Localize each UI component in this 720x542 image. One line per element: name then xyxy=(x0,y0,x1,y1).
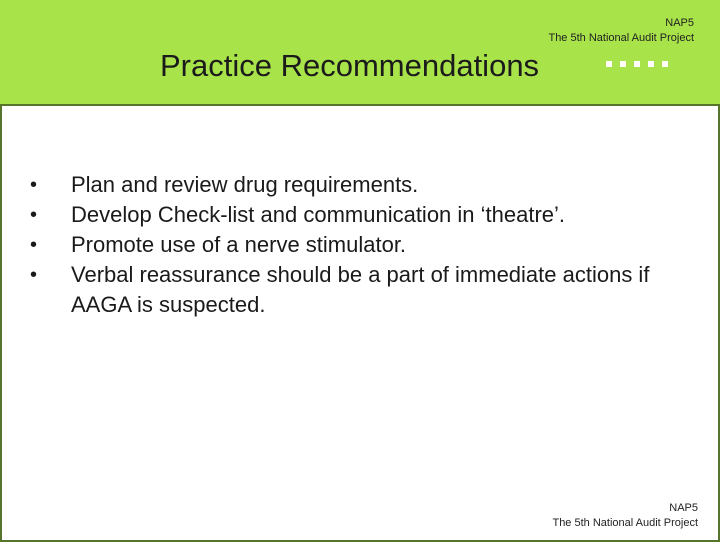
square-icon xyxy=(620,61,626,67)
bullet-icon: • xyxy=(30,174,38,196)
slide-title: Practice Recommendations xyxy=(160,48,540,83)
bullet-text: Plan and review drug requirements. xyxy=(71,172,419,197)
square-icon xyxy=(648,61,654,67)
bullet-icon: • xyxy=(30,204,38,226)
bullet-list xyxy=(30,170,680,320)
footer-org-label xyxy=(552,501,698,531)
bullet-item xyxy=(30,170,680,200)
bullet-icon: • xyxy=(30,234,38,256)
bullet-item xyxy=(30,230,680,260)
header-org-name: NAP5 xyxy=(665,17,694,29)
bullet-text: Verbal reassurance should be a part of immediate actions if AAGA is suspected. xyxy=(71,262,650,317)
square-icon xyxy=(606,61,612,67)
decorative-squares xyxy=(606,61,676,67)
footer-org-subtitle: The 5th National Audit Project xyxy=(552,517,698,529)
square-icon xyxy=(634,61,640,67)
footer-org-name: NAP5 xyxy=(669,502,698,514)
header-org-label xyxy=(548,16,694,46)
square-icon xyxy=(662,61,668,67)
header-org-subtitle: The 5th National Audit Project xyxy=(548,32,694,44)
bullet-item xyxy=(30,200,680,230)
bullet-text: Develop Check-list and communication in ‘theatre’. xyxy=(71,202,566,227)
bullet-text: Promote use of a nerve stimulator. xyxy=(71,232,407,257)
bullet-icon: • xyxy=(30,264,38,286)
bullet-item xyxy=(30,260,680,320)
